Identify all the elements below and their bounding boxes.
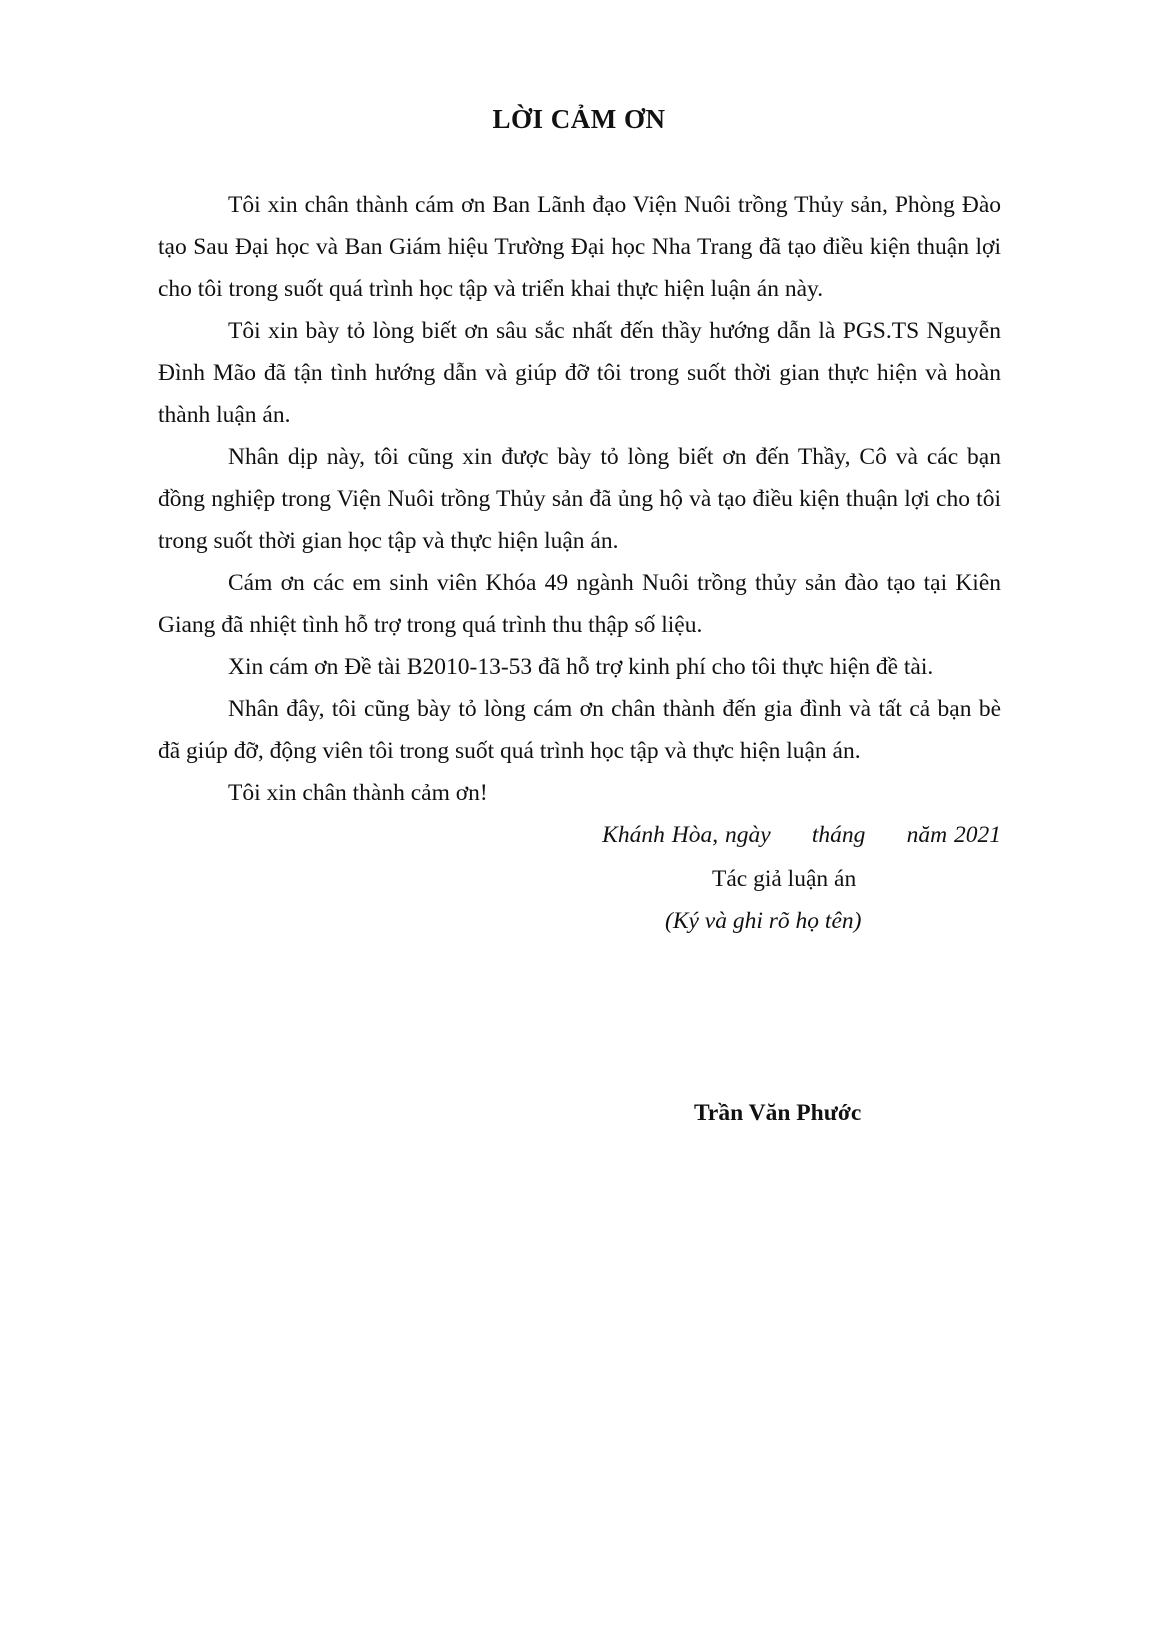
paragraph-6: Nhân đây, tôi cũng bày tỏ lòng cám ơn chân thành đến gia đình và tất cả bạn bè đã giúp đỡ, động viên tôi trong suốt quá trình học tập và thực hiện luận án. bbox=[158, 696, 1001, 764]
paragraph-1: Tôi xin chân thành cám ơn Ban Lãnh đạo Viện Nuôi trồng Thủy sản, Phòng Đào tạo Sau Đại học và Ban Giám hiệu Trường Đại học Nha Trang đã tạo điều kiện thuận lợi cho tôi trong suốt quá trình học tập và triển khai thực hiện luận án này. bbox=[158, 192, 1001, 302]
paragraph-5: Xin cám ơn Đề tài B2010-13-53 đã hỗ trợ kinh phí cho tôi thực hiện đề tài. bbox=[228, 654, 934, 680]
paragraph-4: Cám ơn các em sinh viên Khóa 49 ngành Nuôi trồng thủy sản đào tạo tại Kiên Giang đã nhiệt tình hỗ trợ trong quá trình thu thập số liệu. bbox=[158, 570, 1001, 638]
author-name: Trần Văn Phước bbox=[694, 1100, 862, 1126]
page-title: LỜI CẢM ƠN bbox=[492, 104, 666, 134]
paragraph-2: Tôi xin bày tỏ lòng biết ơn sâu sắc nhất đến thầy hướng dẫn là PGS.TS Nguyễn Đình Mão đã tận tình hướng dẫn và giúp đỡ tôi trong suốt thời gian thực hiện và hoàn thành luận án. bbox=[158, 318, 1001, 428]
signature-date-line: Khánh Hòa, ngày tháng năm 2021 bbox=[602, 822, 1001, 848]
paragraph-3: Nhân dịp này, tôi cũng xin được bày tỏ lòng biết ơn đến Thầy, Cô và các bạn đồng nghiệp trong Viện Nuôi trồng Thủy sản đã ủng hộ và tạo điều kiện thuận lợi cho tôi trong suốt thời gian học tập và thực hiện luận án. bbox=[158, 444, 1001, 554]
document-body bbox=[158, 184, 1001, 814]
signature-author-label: Tác giả luận án bbox=[712, 866, 857, 892]
paragraph-7: Tôi xin chân thành cảm ơn! bbox=[228, 780, 488, 806]
signature-note: (Ký và ghi rõ họ tên) bbox=[665, 908, 862, 934]
